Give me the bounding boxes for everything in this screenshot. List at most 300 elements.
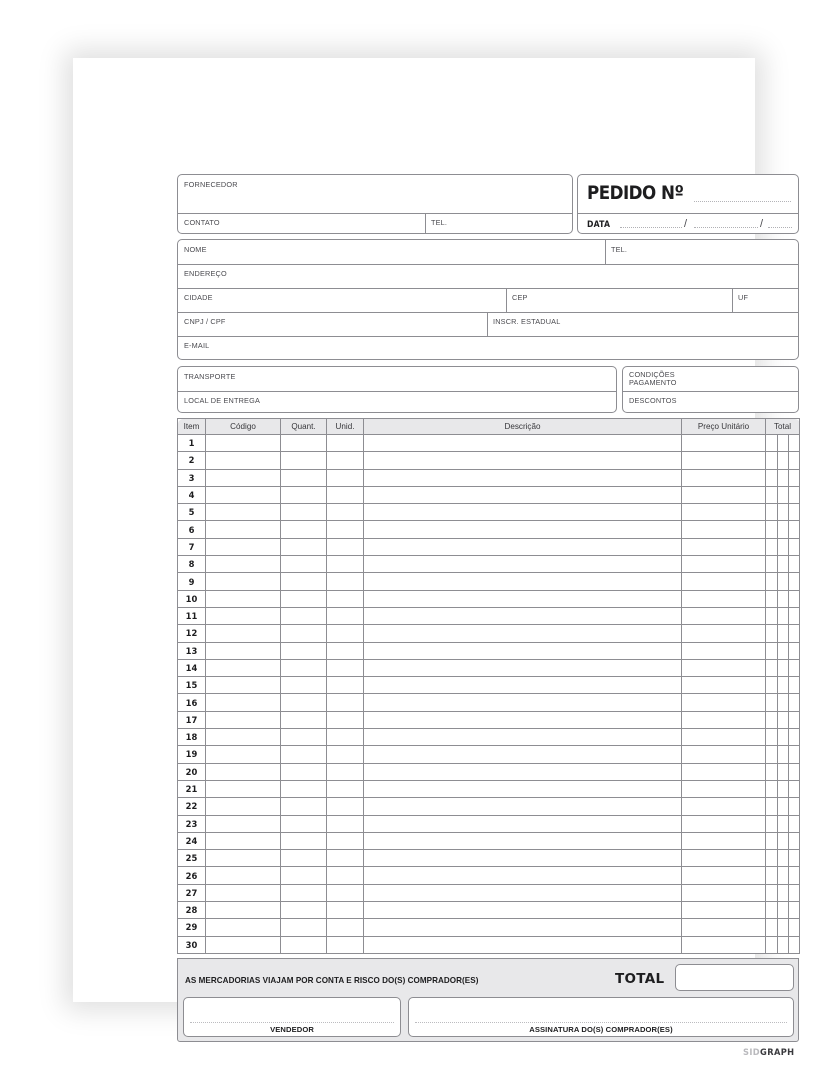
cell-codigo[interactable]: [206, 867, 281, 884]
cell-total-b[interactable]: [778, 780, 789, 797]
cell-total-c[interactable]: [789, 521, 800, 538]
cell-total-b[interactable]: [778, 902, 789, 919]
cell-total-a[interactable]: [766, 607, 778, 624]
cell-unid[interactable]: [327, 902, 364, 919]
table-row[interactable]: [178, 902, 800, 919]
customer-box[interactable]: [177, 239, 799, 360]
cell-quant[interactable]: [281, 763, 327, 780]
cell-total-a[interactable]: [766, 711, 778, 728]
cell-codigo[interactable]: [206, 729, 281, 746]
cell-preco-unitario[interactable]: [682, 452, 766, 469]
cell-quant[interactable]: [281, 607, 327, 624]
cell-total-a[interactable]: [766, 521, 778, 538]
cell-total-c[interactable]: [789, 677, 800, 694]
cell-unid[interactable]: [327, 850, 364, 867]
cell-quant[interactable]: [281, 902, 327, 919]
cell-total-b[interactable]: [778, 850, 789, 867]
cell-preco-unitario[interactable]: [682, 902, 766, 919]
cell-preco-unitario[interactable]: [682, 677, 766, 694]
cell-preco-unitario[interactable]: [682, 435, 766, 452]
cell-total-a[interactable]: [766, 798, 778, 815]
cell-unid[interactable]: [327, 711, 364, 728]
date-year-field[interactable]: [768, 227, 792, 228]
cell-codigo[interactable]: [206, 780, 281, 797]
cell-total-a[interactable]: [766, 642, 778, 659]
cell-total-b[interactable]: [778, 936, 789, 953]
cell-unid[interactable]: [327, 435, 364, 452]
cell-item: 11: [178, 607, 206, 624]
cell-unid[interactable]: [327, 625, 364, 642]
cell-total-a[interactable]: [766, 763, 778, 780]
table-row[interactable]: [178, 642, 800, 659]
cell-total-c[interactable]: [789, 607, 800, 624]
cell-preco-unitario[interactable]: [682, 642, 766, 659]
cell-descricao[interactable]: [364, 625, 682, 642]
transport-box[interactable]: [177, 366, 617, 413]
cell-total-a[interactable]: [766, 677, 778, 694]
cell-quant[interactable]: [281, 746, 327, 763]
cell-total-c[interactable]: [789, 780, 800, 797]
grand-total-value[interactable]: [675, 964, 794, 991]
cell-total-c[interactable]: [789, 884, 800, 901]
cell-total-b[interactable]: [778, 694, 789, 711]
cell-total-a[interactable]: [766, 694, 778, 711]
cell-descricao[interactable]: [364, 850, 682, 867]
cell-preco-unitario[interactable]: [682, 711, 766, 728]
cell-unid[interactable]: [327, 919, 364, 936]
cell-descricao[interactable]: [364, 538, 682, 555]
cell-quant[interactable]: [281, 486, 327, 503]
cell-unid[interactable]: [327, 867, 364, 884]
cell-quant[interactable]: [281, 694, 327, 711]
cell-total-b[interactable]: [778, 884, 789, 901]
cell-descricao[interactable]: [364, 884, 682, 901]
cell-descricao[interactable]: [364, 815, 682, 832]
cell-unid[interactable]: [327, 607, 364, 624]
cell-descricao[interactable]: [364, 867, 682, 884]
table-row[interactable]: [178, 486, 800, 503]
cell-descricao[interactable]: [364, 936, 682, 953]
table-row[interactable]: [178, 659, 800, 676]
cell-codigo[interactable]: [206, 694, 281, 711]
cell-unid[interactable]: [327, 729, 364, 746]
cell-total-c[interactable]: [789, 504, 800, 521]
cell-total-b[interactable]: [778, 556, 789, 573]
cell-total-c[interactable]: [789, 590, 800, 607]
cell-quant[interactable]: [281, 469, 327, 486]
cell-quant[interactable]: [281, 573, 327, 590]
cell-total-c[interactable]: [789, 642, 800, 659]
cell-descricao[interactable]: [364, 832, 682, 849]
cell-total-a[interactable]: [766, 538, 778, 555]
cell-total-c[interactable]: [789, 798, 800, 815]
cell-unid[interactable]: [327, 763, 364, 780]
cell-quant[interactable]: [281, 521, 327, 538]
cell-descricao[interactable]: [364, 486, 682, 503]
cell-total-a[interactable]: [766, 590, 778, 607]
buyer-signature-caption: ASSINATURA DO(S) COMPRADOR(ES): [529, 1025, 673, 1034]
col-header-item: Item: [178, 419, 206, 435]
cell-unid[interactable]: [327, 815, 364, 832]
cell-codigo[interactable]: [206, 452, 281, 469]
cell-quant[interactable]: [281, 919, 327, 936]
order-number-box[interactable]: [577, 174, 799, 234]
table-row[interactable]: [178, 521, 800, 538]
cell-codigo[interactable]: [206, 919, 281, 936]
cell-codigo[interactable]: [206, 677, 281, 694]
cell-total-a[interactable]: [766, 729, 778, 746]
cell-preco-unitario[interactable]: [682, 607, 766, 624]
cell-quant[interactable]: [281, 798, 327, 815]
cell-quant[interactable]: [281, 538, 327, 555]
cell-unid[interactable]: [327, 486, 364, 503]
cell-unid[interactable]: [327, 884, 364, 901]
cell-total-b[interactable]: [778, 486, 789, 503]
cell-codigo[interactable]: [206, 521, 281, 538]
cell-total-a[interactable]: [766, 936, 778, 953]
cell-unid[interactable]: [327, 677, 364, 694]
cell-unid[interactable]: [327, 746, 364, 763]
table-row[interactable]: [178, 884, 800, 901]
table-row[interactable]: [178, 729, 800, 746]
cell-codigo[interactable]: [206, 711, 281, 728]
cell-codigo[interactable]: [206, 884, 281, 901]
cell-quant[interactable]: [281, 780, 327, 797]
cell-descricao[interactable]: [364, 798, 682, 815]
cell-item: 22: [178, 798, 206, 815]
date-slash-2: /: [760, 218, 764, 230]
cell-unid[interactable]: [327, 832, 364, 849]
cell-total-b[interactable]: [778, 677, 789, 694]
cell-total-b[interactable]: [778, 521, 789, 538]
cell-codigo[interactable]: [206, 815, 281, 832]
cell-codigo[interactable]: [206, 538, 281, 555]
cell-descricao[interactable]: [364, 763, 682, 780]
buyer-signature-box[interactable]: [408, 997, 794, 1037]
table-row[interactable]: [178, 746, 800, 763]
date-label: DATA: [587, 220, 611, 230]
cell-preco-unitario[interactable]: [682, 556, 766, 573]
cell-preco-unitario[interactable]: [682, 798, 766, 815]
cell-preco-unitario[interactable]: [682, 521, 766, 538]
table-row[interactable]: [178, 538, 800, 555]
cell-quant[interactable]: [281, 677, 327, 694]
table-row[interactable]: [178, 850, 800, 867]
cell-descricao[interactable]: [364, 902, 682, 919]
cell-item: 19: [178, 746, 206, 763]
table-row[interactable]: [178, 607, 800, 624]
cell-codigo[interactable]: [206, 659, 281, 676]
cell-preco-unitario[interactable]: [682, 746, 766, 763]
cell-codigo[interactable]: [206, 832, 281, 849]
cell-unid[interactable]: [327, 780, 364, 797]
cell-descricao[interactable]: [364, 556, 682, 573]
cell-unid[interactable]: [327, 936, 364, 953]
cell-codigo[interactable]: [206, 798, 281, 815]
cell-total-c[interactable]: [789, 435, 800, 452]
cell-total-b[interactable]: [778, 711, 789, 728]
cell-preco-unitario[interactable]: [682, 590, 766, 607]
cell-codigo[interactable]: [206, 573, 281, 590]
cell-item: 21: [178, 780, 206, 797]
cell-total-a[interactable]: [766, 452, 778, 469]
cell-preco-unitario[interactable]: [682, 763, 766, 780]
cell-codigo[interactable]: [206, 556, 281, 573]
cell-codigo[interactable]: [206, 607, 281, 624]
cell-preco-unitario[interactable]: [682, 850, 766, 867]
cell-codigo[interactable]: [206, 435, 281, 452]
customer-zip-label: CEP: [512, 293, 528, 302]
cell-total-c[interactable]: [789, 746, 800, 763]
cell-quant[interactable]: [281, 435, 327, 452]
cell-unid[interactable]: [327, 452, 364, 469]
cell-total-c[interactable]: [789, 902, 800, 919]
table-row[interactable]: [178, 763, 800, 780]
cell-total-b[interactable]: [778, 435, 789, 452]
cell-descricao[interactable]: [364, 919, 682, 936]
cell-total-b[interactable]: [778, 729, 789, 746]
cell-descricao[interactable]: [364, 573, 682, 590]
cell-quant[interactable]: [281, 815, 327, 832]
cell-total-c[interactable]: [789, 832, 800, 849]
cell-preco-unitario[interactable]: [682, 486, 766, 503]
grand-total-label: TOTAL: [615, 971, 665, 987]
cell-quant[interactable]: [281, 711, 327, 728]
cell-total-b[interactable]: [778, 832, 789, 849]
cell-codigo[interactable]: [206, 936, 281, 953]
cell-preco-unitario[interactable]: [682, 573, 766, 590]
cell-codigo[interactable]: [206, 469, 281, 486]
cell-unid[interactable]: [327, 590, 364, 607]
cell-total-b[interactable]: [778, 763, 789, 780]
cell-total-a[interactable]: [766, 486, 778, 503]
table-row[interactable]: [178, 798, 800, 815]
cell-preco-unitario[interactable]: [682, 504, 766, 521]
cell-quant[interactable]: [281, 936, 327, 953]
cell-preco-unitario[interactable]: [682, 832, 766, 849]
table-row[interactable]: [178, 556, 800, 573]
cell-total-b[interactable]: [778, 919, 789, 936]
cell-unid[interactable]: [327, 521, 364, 538]
payment-terms-box[interactable]: [622, 366, 799, 413]
cell-codigo[interactable]: [206, 642, 281, 659]
cell-item: 16: [178, 694, 206, 711]
payment-terms-divider: [622, 391, 799, 392]
cell-quant[interactable]: [281, 850, 327, 867]
cell-total-b[interactable]: [778, 469, 789, 486]
cell-total-c[interactable]: [789, 694, 800, 711]
table-row[interactable]: [178, 504, 800, 521]
cell-preco-unitario[interactable]: [682, 625, 766, 642]
cell-codigo[interactable]: [206, 590, 281, 607]
cell-total-a[interactable]: [766, 867, 778, 884]
cell-total-c[interactable]: [789, 919, 800, 936]
cell-total-b[interactable]: [778, 573, 789, 590]
cell-total-a[interactable]: [766, 556, 778, 573]
cell-descricao[interactable]: [364, 590, 682, 607]
line-items-table[interactable]: [177, 418, 799, 958]
table-row[interactable]: [178, 573, 800, 590]
cell-unid[interactable]: [327, 642, 364, 659]
cell-preco-unitario[interactable]: [682, 538, 766, 555]
cell-codigo[interactable]: [206, 763, 281, 780]
cell-quant[interactable]: [281, 590, 327, 607]
cell-total-b[interactable]: [778, 504, 789, 521]
cell-total-a[interactable]: [766, 850, 778, 867]
cell-unid[interactable]: [327, 694, 364, 711]
table-row[interactable]: [178, 435, 800, 452]
order-number-fill-line[interactable]: [694, 201, 791, 202]
cell-total-a[interactable]: [766, 746, 778, 763]
cell-quant[interactable]: [281, 452, 327, 469]
cell-total-a[interactable]: [766, 815, 778, 832]
cell-codigo[interactable]: [206, 625, 281, 642]
date-month-field[interactable]: [694, 227, 758, 228]
cell-total-b[interactable]: [778, 746, 789, 763]
cell-preco-unitario[interactable]: [682, 694, 766, 711]
cell-descricao[interactable]: [364, 711, 682, 728]
cell-total-c[interactable]: [789, 815, 800, 832]
cell-unid[interactable]: [327, 659, 364, 676]
cell-total-b[interactable]: [778, 642, 789, 659]
cell-codigo[interactable]: [206, 486, 281, 503]
cell-preco-unitario[interactable]: [682, 867, 766, 884]
table-row[interactable]: [178, 625, 800, 642]
cell-descricao[interactable]: [364, 607, 682, 624]
cell-total-a[interactable]: [766, 435, 778, 452]
cell-preco-unitario[interactable]: [682, 729, 766, 746]
cell-quant[interactable]: [281, 832, 327, 849]
cell-total-a[interactable]: [766, 919, 778, 936]
cell-total-c[interactable]: [789, 573, 800, 590]
cell-unid[interactable]: [327, 538, 364, 555]
table-row[interactable]: [178, 919, 800, 936]
cell-total-a[interactable]: [766, 659, 778, 676]
cell-descricao[interactable]: [364, 746, 682, 763]
table-row[interactable]: [178, 694, 800, 711]
cell-quant[interactable]: [281, 884, 327, 901]
table-row[interactable]: [178, 867, 800, 884]
cell-total-a[interactable]: [766, 884, 778, 901]
table-row[interactable]: [178, 711, 800, 728]
cell-codigo[interactable]: [206, 850, 281, 867]
cell-total-b[interactable]: [778, 867, 789, 884]
cell-total-c[interactable]: [789, 452, 800, 469]
cell-unid[interactable]: [327, 504, 364, 521]
cell-total-b[interactable]: [778, 607, 789, 624]
table-row[interactable]: [178, 936, 800, 953]
cell-quant[interactable]: [281, 659, 327, 676]
cell-quant[interactable]: [281, 642, 327, 659]
cell-total-b[interactable]: [778, 798, 789, 815]
cell-total-a[interactable]: [766, 504, 778, 521]
cell-preco-unitario[interactable]: [682, 884, 766, 901]
cell-total-c[interactable]: [789, 729, 800, 746]
customer-name-label: NOME: [184, 245, 207, 254]
cell-descricao[interactable]: [364, 642, 682, 659]
cell-total-b[interactable]: [778, 538, 789, 555]
cell-quant[interactable]: [281, 729, 327, 746]
cell-total-c[interactable]: [789, 625, 800, 642]
cell-preco-unitario[interactable]: [682, 659, 766, 676]
cell-total-c[interactable]: [789, 711, 800, 728]
cell-preco-unitario[interactable]: [682, 780, 766, 797]
cell-quant[interactable]: [281, 625, 327, 642]
cell-codigo[interactable]: [206, 504, 281, 521]
cell-total-c[interactable]: [789, 850, 800, 867]
cell-quant[interactable]: [281, 556, 327, 573]
cell-codigo[interactable]: [206, 902, 281, 919]
cell-preco-unitario[interactable]: [682, 469, 766, 486]
cell-item: 5: [178, 504, 206, 521]
cell-total-c[interactable]: [789, 867, 800, 884]
customer-phone-label: TEL.: [611, 245, 628, 254]
cell-descricao[interactable]: [364, 780, 682, 797]
table-row[interactable]: [178, 677, 800, 694]
cell-total-a[interactable]: [766, 832, 778, 849]
cell-descricao[interactable]: [364, 521, 682, 538]
cell-descricao[interactable]: [364, 504, 682, 521]
cell-unid[interactable]: [327, 798, 364, 815]
cell-codigo[interactable]: [206, 746, 281, 763]
cell-quant[interactable]: [281, 867, 327, 884]
cell-total-c[interactable]: [789, 936, 800, 953]
table-row[interactable]: [178, 452, 800, 469]
cell-total-b[interactable]: [778, 452, 789, 469]
cell-total-a[interactable]: [766, 469, 778, 486]
cell-descricao[interactable]: [364, 435, 682, 452]
table-row[interactable]: [178, 469, 800, 486]
cell-total-c[interactable]: [789, 763, 800, 780]
cell-descricao[interactable]: [364, 729, 682, 746]
cell-unid[interactable]: [327, 556, 364, 573]
seller-signature-box[interactable]: [183, 997, 401, 1037]
cell-total-a[interactable]: [766, 625, 778, 642]
cell-total-b[interactable]: [778, 659, 789, 676]
cell-total-c[interactable]: [789, 659, 800, 676]
cell-descricao[interactable]: [364, 659, 682, 676]
table-row[interactable]: [178, 815, 800, 832]
cell-descricao[interactable]: [364, 694, 682, 711]
cell-preco-unitario[interactable]: [682, 936, 766, 953]
cell-total-c[interactable]: [789, 538, 800, 555]
cell-total-a[interactable]: [766, 902, 778, 919]
cell-total-a[interactable]: [766, 573, 778, 590]
table-row[interactable]: [178, 780, 800, 797]
cell-quant[interactable]: [281, 504, 327, 521]
cell-unid[interactable]: [327, 469, 364, 486]
cell-total-b[interactable]: [778, 815, 789, 832]
table-row[interactable]: [178, 590, 800, 607]
cell-total-b[interactable]: [778, 590, 789, 607]
cell-total-b[interactable]: [778, 625, 789, 642]
cell-total-c[interactable]: [789, 556, 800, 573]
cell-descricao[interactable]: [364, 677, 682, 694]
cell-unid[interactable]: [327, 573, 364, 590]
table-row[interactable]: [178, 832, 800, 849]
date-day-field[interactable]: [620, 227, 682, 228]
order-date-divider: [577, 213, 799, 214]
cell-total-c[interactable]: [789, 469, 800, 486]
col-header-unid: Unid.: [327, 419, 364, 435]
cell-total-a[interactable]: [766, 780, 778, 797]
cell-preco-unitario[interactable]: [682, 919, 766, 936]
cell-total-c[interactable]: [789, 486, 800, 503]
supplier-box[interactable]: [177, 174, 573, 234]
cell-preco-unitario[interactable]: [682, 815, 766, 832]
cell-descricao[interactable]: [364, 452, 682, 469]
cell-descricao[interactable]: [364, 469, 682, 486]
